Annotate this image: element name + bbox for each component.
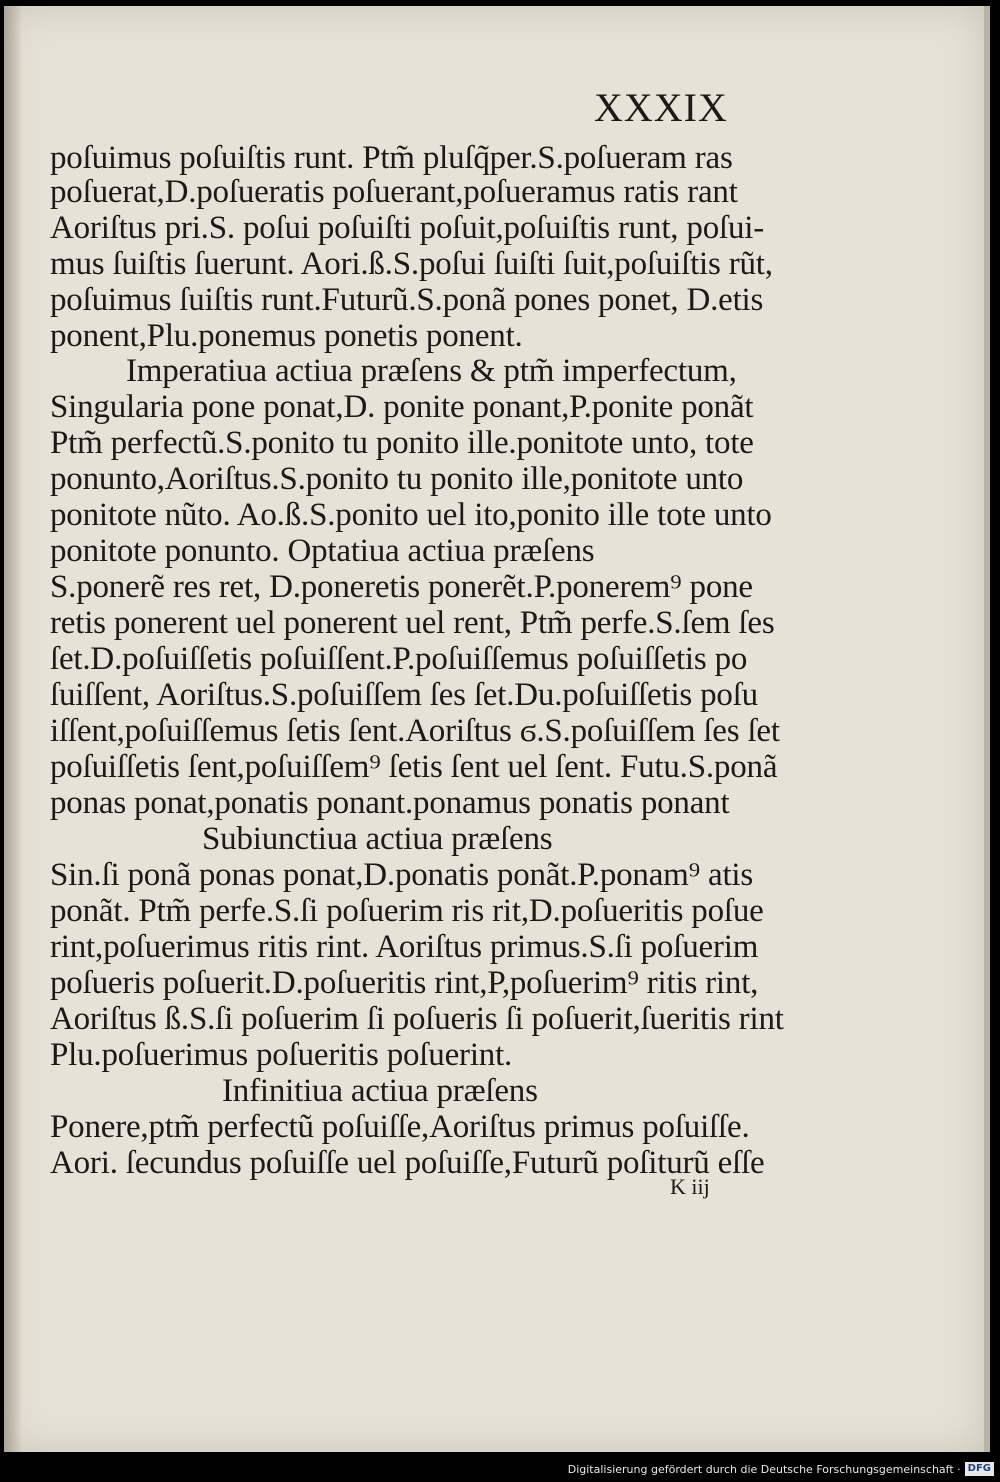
text-line: ponitote ponunto. Optatiua actiua præſens <box>50 533 595 569</box>
text-line: ponas ponat,ponatis ponant.ponamus ponatis ponant <box>50 785 730 821</box>
text-line: ſet.D.poſuiſſetis poſuiſſent.P.poſuiſſemus poſuiſſetis po <box>50 641 748 677</box>
text-line: ponunto,Aoriſtus.S.ponito tu ponito ille,ponitote unto <box>50 461 744 497</box>
dfg-logo: DFG <box>965 1462 994 1476</box>
digitization-credit <box>568 1462 994 1476</box>
text-line: poſueris poſuerit.D.poſueritis rint,P,poſuerim⁹ ritis rint, <box>50 965 759 1001</box>
text-line: ponitote nũto. Ao.ß.S.ponito uel ito,ponito ille tote unto <box>50 497 772 533</box>
text-line: Aoriſtus ß.S.ſi poſuerim ſi poſueris ſi poſuerit,ſueritis rint <box>50 1001 784 1037</box>
text-line: ponent,Plu.ponemus ponetis ponent. <box>50 318 523 354</box>
text-line: Singularia pone ponat,D. ponite ponant,P.ponite ponãt <box>50 389 754 425</box>
signature-mark: K iij <box>670 1174 710 1199</box>
text-line: retis ponerent uel ponerent uel rent, Ptm̃ perfe.S.ſem ſes <box>50 605 775 641</box>
text-line: mus ſuiſtis ſuerunt. Aori.ß.S.poſui ſuiſti ſuit,poſuiſtis rũt, <box>50 246 773 282</box>
text-line: Ponere,ptm̃ perfectũ poſuiſſe,Aoriſtus primus poſuiſſe. <box>50 1109 750 1145</box>
page-number: XXXIX <box>594 85 728 130</box>
text-line: poſuiſſetis ſent,poſuiſſem⁹ ſetis ſent uel ſent. Futu.S.ponã <box>50 749 778 785</box>
section-heading: Subiunctiua actiua præſens <box>202 821 553 857</box>
section-heading: Infinitiua actiua præſens <box>222 1073 538 1109</box>
text-line: iſſent,poſuiſſemus ſetis ſent.Aoriſtus ϭ.S.poſuiſſem ſes ſet <box>50 713 780 749</box>
book-page <box>4 6 990 1452</box>
text-line: Plu.poſuerimus poſueritis poſuerint. <box>50 1037 513 1073</box>
text-line: S.ponerẽ res ret, D.poneretis ponerẽt.P.ponerem⁹ pone <box>50 569 753 605</box>
text-line: rint,poſuerimus ritis rint. Aoriſtus primus.S.ſi poſuerim <box>50 929 759 965</box>
text-line: ponãt. Ptm̃ perfe.S.ſi poſuerim ris rit,D.poſueritis poſue <box>50 893 764 929</box>
text-line: poſuimus ſuiſtis runt.Futurũ.S.ponã pones ponet, D.etis <box>50 282 764 318</box>
text-line: Sin.ſi ponã ponas ponat,D.ponatis ponãt.P.ponam⁹ atis <box>50 857 754 893</box>
text-line: poſuimus poſuiſtis runt. Ptm̃ pluſq̃per.S.poſueram ras <box>50 140 733 176</box>
text-line: ſuiſſent, Aoriſtus.S.poſuiſſem ſes ſet.Du.poſuiſſetis poſu <box>50 677 758 713</box>
credit-text: Digitalisierung gefördert durch die Deutsche Forschungsgemeinschaft · <box>567 1462 961 1476</box>
section-heading: Imperatiua actiua præſens & ptm̃ imperfectum, <box>126 353 737 389</box>
text-line: Ptm̃ perfectũ.S.ponito tu ponito ille.ponitote unto, tote <box>50 425 754 461</box>
text-line: Aori. ſecundus poſuiſſe uel poſuiſſe,Futurũ poſiturũ eſſe <box>50 1145 765 1181</box>
text-line: Aoriſtus pri.S. poſui poſuiſti poſuit,poſuiſtis runt, poſui- <box>50 210 765 246</box>
text-line: poſuerat,D.poſueratis poſuerant,poſueramus ratis rant <box>50 174 738 210</box>
